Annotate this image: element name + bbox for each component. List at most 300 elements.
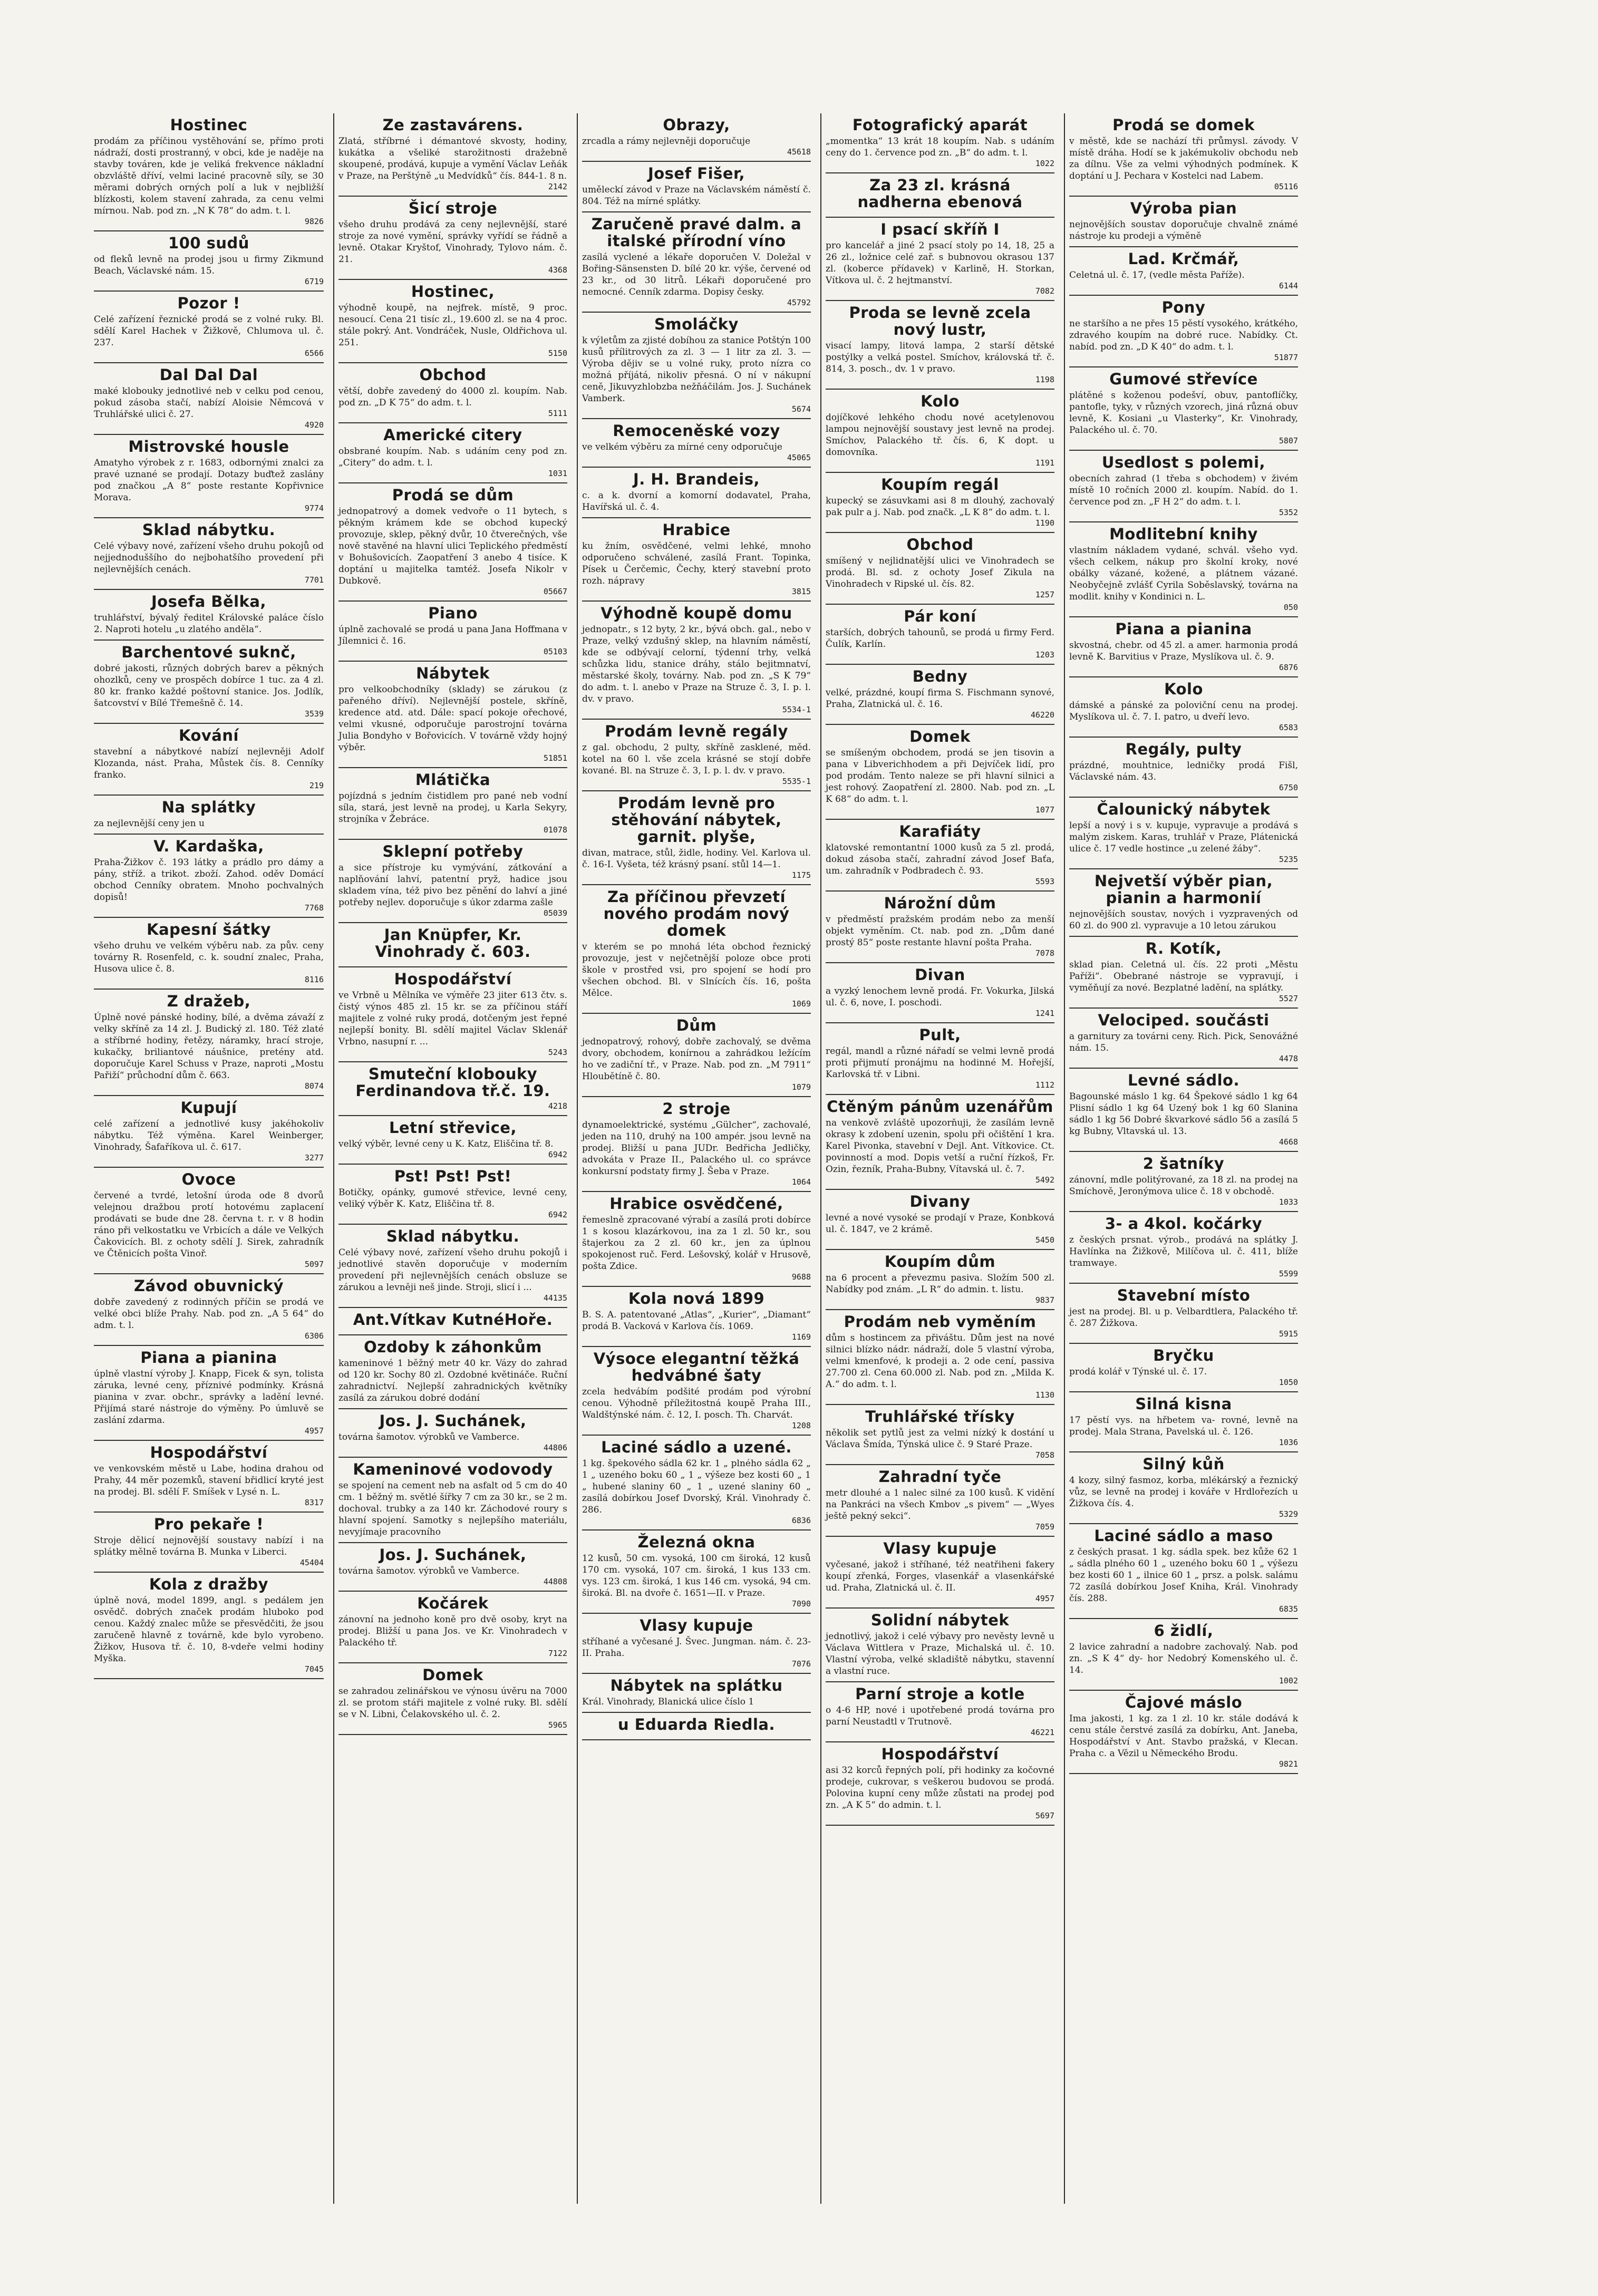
classified-ad	[94, 1168, 324, 1274]
ad-body: a garnitury za továrni ceny. Rich. Pick, Senovážné nám. 15.	[1069, 1031, 1298, 1053]
ad-reference-number: 6836	[791, 1516, 811, 1525]
classified-ad	[826, 301, 1054, 390]
ad-heading: Pozor !	[177, 294, 240, 312]
ad-reference-number: 5097	[304, 1260, 324, 1269]
ad-heading: Piano	[428, 604, 478, 622]
ad-body: vyčesané, jakož i stříhané, též neatřiheni fakery koupí zřenká, Forges, vlasenkář a vlasenkářské ud. Praha, Zlatnická ul. č. II.	[826, 1559, 1054, 1593]
ad-reference-number: 1241	[1035, 1009, 1054, 1018]
ad-heading: Karafiáty	[899, 822, 981, 840]
classified-ad	[582, 1614, 811, 1674]
ad-heading: Truhlářské třísky	[865, 1408, 1015, 1426]
classified-ad	[582, 212, 811, 313]
ad-reference-number: 5235	[1279, 855, 1298, 864]
ad-heading: Ozdoby k záhonkům	[364, 1338, 542, 1356]
ad-heading: Laciné sádlo a uzené.	[601, 1438, 792, 1456]
ad-reference-number: 6583	[1279, 723, 1298, 732]
ad-heading: Výsoce elegantní těžká hedvábné šaty	[593, 1350, 800, 1384]
ad-heading: 100 sudů	[168, 234, 249, 252]
ad-reference-number: 1257	[1035, 590, 1054, 599]
ad-body: dům s hostincem za přiváštu. Dům jest na nové silnici blízko nádr. nádraží, dole 5 vlastní výroba, velmi kmenfové, k prodeji a. 2 ode cení, passiva 27.700 zl. Cena 60.000 zl. Nab. pod zn. „Milda K. A.“ do adm. t. l.	[826, 1333, 1054, 1390]
classified-ad	[338, 483, 567, 602]
ad-body: úplně nová, model 1899, angl. s pedálem jen osvědč. dobrých značek prodám hluboko pod cenou. Každý znalec může se přesvědčiti, že jsou zaručeně hlavně z továrně, kde bylo vyrobeno. Žižkov, Husova tř. č. 10, 8-vdeře velmi hodiny Myška.	[94, 1595, 324, 1664]
ad-reference-number: 6942	[548, 1150, 567, 1159]
ad-body: „momentka“ 13 krát 18 koupím. Nab. s udáním ceny do 1. července pod zn. „B“ do adm. t. l.	[826, 136, 1054, 158]
ad-heading: Silná kisna	[1135, 1395, 1232, 1413]
classified-ad	[338, 840, 567, 923]
ad-reference-number: 9837	[1035, 1295, 1054, 1305]
classified-ad	[338, 1458, 567, 1543]
ad-body: z gal. obchodu, 2 pulty, skříně zasklené, měd. kotel na 60 l. vše zcela krásné se stojí dobře kované. Bl. na Struze č. 3, I. p. l. dv. v pravo.	[582, 742, 811, 776]
ad-heading: Ant.Vítkav KutnéHoře.	[353, 1311, 553, 1329]
ad-body: starších, dobrých tahounů, se prodá u firmy Ferd. Čulík, Karlín.	[826, 627, 1054, 650]
ad-reference-number: 05039	[543, 908, 567, 918]
ad-reference-number: 05103	[543, 647, 567, 656]
ad-heading: Čalounický nábytek	[1097, 800, 1271, 818]
classified-ad	[826, 390, 1054, 473]
ad-heading: Laciné sádlo a maso	[1094, 1527, 1273, 1545]
ad-heading: Koupím dům	[884, 1253, 996, 1271]
ad-reference-number: 5915	[1279, 1329, 1298, 1339]
ad-body: zánovní, mdle politýrované, za 18 zl. na prodej na Smíchově, Jeronýmova ulice č. 18 v obchodě.	[1069, 1175, 1298, 1197]
ad-heading: Smoláčky	[654, 315, 739, 333]
ad-body: kameninové 1 běžný metr 40 kr. Vázy do zahrad od 120 kr. Sochy 80 zl. Ozdobné květináče. Ruční zahradnictví. Nejlepší zahradnických květníky zasílá za zárukou dobré dodání	[338, 1358, 567, 1403]
ad-reference-number: 5535-1	[782, 777, 811, 786]
ad-body: 17 pěstí vys. na hřbetem va- rovné, levně na prodej. Mala Strana, Pavelská ul. č. 126.	[1069, 1415, 1298, 1437]
ad-reference-number: 5674	[791, 404, 811, 414]
ad-reference-number: 9774	[304, 503, 324, 513]
classified-ad	[94, 363, 324, 435]
ad-body: regál, mandl a různé nářadí se velmi levně prodá proti přijmutí pronájmu na hodinné M. Hořejší, Karlovská tř. v Libni.	[826, 1046, 1054, 1080]
ad-body: maké klobouky jednotlivé neb v celku pod cenou, pokud zásoba stačí, nabízí Aloisie Němcová v Truhlářské ulici č. 27.	[94, 386, 324, 420]
ad-body: prodá kolář v Týnské ul. č. 17.	[1069, 1367, 1207, 1377]
ad-heading: Letní střevice,	[389, 1119, 517, 1137]
ad-body: obsbrané koupím. Nab. s udáním ceny pod zn. „Citery“ do adm. t. l.	[338, 446, 567, 468]
ad-reference-number: 44806	[543, 1443, 567, 1452]
ad-reference-number: 1031	[548, 469, 567, 478]
ad-body: ve venkovském městě u Labe, hodina drahou od Prahy, 44 měr pozemků, stavení břidlicí kryté jest na prodej. Bl. sdělí F. Smíšek v Lysé n. L.	[94, 1464, 324, 1497]
ad-reference-number: 1191	[1035, 458, 1054, 468]
ad-body: z českých prasat. 1 kg. sádla spek. bez kůže 62 1 „ sádla plného 60 1 „ uzeného boku 60 1 „ výšezu bez kosti 60 1 „ ilnice 60 1 „ prsz. a polsk. salámu 72 zasílá dobírkou Josef Kniha, Král. Vinohrady čís. 288.	[1069, 1547, 1298, 1604]
ad-body: plátěné s koženou podešví, obuv, pantoflíčky, pantofle, tyky, v různých vzorech, jiná různá obuv levně, K. Kosiani „u Vlasterky“, Kr. Vinohrady, Palackého ul. č. 70.	[1069, 390, 1298, 435]
classified-ad	[582, 791, 811, 885]
classified-ad	[1069, 1619, 1298, 1691]
ad-body: několik set pytlů jest za velmi nízký k dostání u Václava Šmída, Týnská ulice č. 9 Staré Praze.	[826, 1428, 1054, 1450]
classified-ad	[338, 1116, 567, 1165]
classified-ad	[94, 1096, 324, 1168]
ad-heading: Kupují	[180, 1099, 237, 1117]
ad-reference-number: 6306	[304, 1331, 324, 1341]
ad-reference-number: 5697	[1035, 1811, 1054, 1820]
ad-body: od fleků levně na prodej jsou u firmy Zikmund Beach, Václavské nám. 15.	[94, 254, 324, 276]
ad-body: jest na prodej. Bl. u p. Velbardtlera, Palackého tř. č. 287 Žižkova.	[1069, 1306, 1298, 1329]
ad-heading: Remoceněské vozy	[613, 422, 780, 440]
ad-body: klatovské remontantní 1000 kusů za 5 zl. prodá, dokud zásoba stačí, zahradní závod Josef Baťa, um. zahradník v Podbradech č. 93.	[826, 842, 1054, 876]
ad-body: sklad pian. Celetná ul. čís. 22 proti „Městu Paříži“. Obebrané nástroje se vypravují, i vyměňují za nové. Bezplatné ladění, na splátky.	[1069, 960, 1298, 993]
ad-body: kupecký se zásuvkami asi 8 m dlouhý, zachovalý pak pulr a j. Nab. pod značk. „L K 8“ do adm. t. l.	[826, 496, 1054, 518]
ad-reference-number: 7076	[791, 1659, 811, 1669]
ad-body: pro kancelář a jiné 2 psací stoly po 14, 18, 25 a 26 zl., ložnice celé zař. s bubnovou okrasou 137 zl. (koberce přídavek) v Karlině, H. Storkan, Vítkova ul. č. 2 hejtmanství.	[826, 240, 1054, 286]
ad-reference-number: 9688	[791, 1272, 811, 1282]
classified-ad	[1069, 869, 1298, 937]
ad-heading: Hostinec,	[411, 283, 495, 301]
classified-ad	[338, 280, 567, 363]
classified-ad	[338, 967, 567, 1062]
ad-reference-number: 45404	[299, 1558, 324, 1567]
ad-body: jednopatrový, rohový, dobře zachovalý, se dvěma dvory, obchodem, konírnou a zahrádkou ležícím ho ve zadiční tř., v Praze. Nab. pod zn. „M 7911“ Hloubětíně č. 80.	[582, 1036, 811, 1082]
ad-body: ve Vrbně u Mělníka ve výměře 23 jiter 613 čtv. s. čistý výnos 485 zl. 15 kr. se za příčinou stáří majitele z volné ruky prodá, dotčeným jest řepné nejlepší bonity. Bl. sdělí majitel Václav Sklenář Vrbno, nasupní r. ...	[338, 990, 567, 1047]
classified-ad	[338, 1062, 567, 1116]
ad-body: dobré jakosti, různých dobrých barev a pěkných ohozlků, ceny ve prospěch dobírce 1 tuc. za 4 zl. 80 kr. franko každé poštovní stanice. Jos. Jodlík, šatcovství v Bílé Třemešně č. 14.	[94, 663, 324, 709]
classified-ad	[826, 1682, 1054, 1742]
ad-reference-number: 3815	[791, 587, 811, 596]
ad-reference-number: 45792	[787, 298, 811, 307]
ad-body: ve velkém výběru za mírné ceny odporučuje	[582, 442, 782, 452]
ad-reference-number: 4668	[1279, 1137, 1298, 1147]
ad-heading: Pár koní	[904, 607, 976, 625]
classified-ad	[582, 602, 811, 720]
classified-ad	[826, 892, 1054, 963]
ad-heading: Barchentové suknč,	[121, 643, 296, 661]
ad-reference-number: 7082	[1035, 286, 1054, 296]
ad-heading: Nábytek na splátku	[610, 1677, 783, 1694]
ad-reference-number: 1130	[1035, 1390, 1054, 1400]
ad-body: dojíčkové lehkého chodu nové acetylenovou lampou nejnovější soustavy jest levně na prodej. Smíchov, Palackého tř. čís. 6, K dopt. u domovníka.	[826, 412, 1054, 458]
ad-reference-number: 05116	[1274, 182, 1298, 191]
ad-body: Celé zařízení řeznické prodá se z volné ruky. Bl. sdělí Karel Hachek v Žižkově, Chlumova ul. č. 237.	[94, 314, 324, 348]
classified-ad	[1069, 1524, 1298, 1619]
ad-reference-number: 1169	[791, 1332, 811, 1342]
ad-heading: Americké citery	[383, 426, 522, 444]
ad-reference-number: 4218	[548, 1101, 567, 1111]
ad-heading: Pony	[1161, 298, 1206, 316]
ad-body: visací lampy, litová lampa, 2 starší dětské postýlky a velká postel. Smíchov, královská tř. č. 814, 3. posch., dv. 1 v pravo.	[826, 341, 1054, 374]
ad-heading: Sklepní potřeby	[382, 842, 524, 860]
ad-reference-number: 8074	[304, 1081, 324, 1091]
ad-body: úplně vlastní výroby J. Knapp, Ficek & syn, tolista záruka, levné ceny, příznivé podmínky. Krásná pianina v zvar. obchr., správky a ladění levné. Přijímá staré nástroje do výměny. Po úmluvě se zaslání zdarma.	[94, 1369, 324, 1426]
ad-body: lepší a nový i s v. kupuje, vypravuje a prodává s malým ziskem. Karas, truhlář v Praze, Plátenická ulice č. 17 vedle hostince „u zelené žáby“.	[1069, 820, 1298, 854]
ad-reference-number: 5150	[548, 348, 567, 358]
ad-heading: Lad. Krčmář,	[1128, 250, 1239, 268]
ad-heading: Divan	[915, 966, 965, 984]
ad-heading: Prodám neb vyměním	[844, 1313, 1037, 1331]
classified-ad	[94, 1274, 324, 1346]
ad-heading: Na splátky	[161, 798, 256, 816]
ad-body: jednopatr., s 12 byty, 2 kr., bývá obch. gal., nebo v Praze, velký vzdušný sklep, na hlavním náměstí, kde se odbývají celorní, týdenní trhy, velká schůzka lidu, stanice dráhy, stálo bejitmnatví, městarské školy, továrny. Nab. pod zn. „S K 79“ do adm. t. l. anebo v Praze na Struze č. 3, I. p. l. dv. v pravo.	[582, 624, 811, 704]
classified-ad	[338, 363, 567, 423]
classified-ad	[338, 423, 567, 483]
ad-column	[333, 113, 572, 2204]
ad-heading: Koupím regál	[881, 476, 999, 493]
ad-heading: Silný kůň	[1142, 1455, 1225, 1473]
ad-reference-number: 1190	[1035, 518, 1054, 528]
ad-heading: Dal Dal Dal	[159, 366, 258, 384]
ad-body: Král. Vinohrady, Blanická ulice číslo 1	[582, 1697, 754, 1707]
classified-ad	[826, 665, 1054, 725]
ad-body: řemeslně zpracované výrabí a zasílá proti dobírce 1 s kosou klazárkovou, ina za 1 zl. 50 kr., sou štajerkou za 2 zl. 60 kr., jen za úplnou spokojenost ruč. Ferd. Lešovský, kolář v Hrusově, pošta Zdice.	[582, 1215, 811, 1272]
classified-ad	[826, 963, 1054, 1023]
ad-heading: Mlátička	[415, 771, 491, 789]
ad-body: úplně zachovalé se prodá u pana Jana Hoffmana v Jílemnici č. 16.	[338, 624, 567, 646]
ad-body: Praha-Žižkov č. 193 látky a prádlo pro dámy a pány, stříž. a trikot. zboží. Zahod. oděv Domácí obchod Cenníky obratem. Mnoho pochvalných dopisů!	[94, 857, 324, 903]
ad-heading: Pst! Pst! Pst!	[394, 1167, 512, 1185]
ad-body: dynamoelektrické, systému „Gülcher“, zachovalé, jeden na 110, druhý na 100 ampér. jsou levně na prodej. Bližší u pana JUDr. Bedřicha Jedličky, advokáta v Praze II., Palackého ul. co správce konkursní podstaty firmy J. Šeba v Praze.	[582, 1120, 811, 1177]
classified-ad	[94, 518, 324, 590]
ad-body: dámské a pánské za poloviční cenu na prodej. Myslíkova ul. č. 7. I. patro, u dveří levo.	[1069, 700, 1298, 722]
ad-body: 2 lavice zahradní a nadobre zachovalý. Nab. pod zn. „S K 4“ dy- hor Nedobrý Komenského ul. č. 14.	[1069, 1642, 1298, 1675]
ad-heading: Z dražeb,	[167, 992, 251, 1010]
ad-reference-number: 9826	[304, 217, 324, 226]
ad-body: v předměstí pražském prodám nebo za menší objekt vyměním. Ct. nab. pod zn. „Dům dané prostý 85“ poste restante hlavní pošta Praha.	[826, 914, 1054, 948]
ad-reference-number: 4957	[304, 1426, 324, 1436]
ad-body: Ima jakosti, 1 kg. za 1 zl. 10 kr. stále dodává k cenu stále čerstvé zasílá za dobírku, Ant. Janeba, Hospodářství v Ant. Stavbo pražská, v Klecan. Praha c. a Vězil u Německého Brodu.	[1069, 1713, 1298, 1759]
ad-heading: Čajové máslo	[1125, 1693, 1243, 1711]
ad-heading: Hospodářství	[881, 1745, 999, 1763]
ad-body: celé zařízení a jednotlivé kusy jakéhokoliv nábytku. Též výměna. Karel Weinberger, Vinohrady, Šafaříkova ul. č. 617.	[94, 1119, 324, 1152]
ad-reference-number: 4957	[1035, 1594, 1054, 1603]
ad-reference-number: 6835	[1279, 1604, 1298, 1614]
ad-body: skvostná, chebr. od 45 zl. a amer. harmonia prodá levně K. Barvitius v Praze, Myslíkova ul. č. 9.	[1069, 640, 1298, 662]
ad-reference-number: 1069	[791, 999, 811, 1009]
ad-reference-number: 44135	[543, 1293, 567, 1303]
ad-reference-number: 6942	[548, 1210, 567, 1219]
classified-ad	[338, 197, 567, 280]
ad-reference-number: 1198	[1035, 375, 1054, 384]
ad-reference-number: 1036	[1279, 1438, 1298, 1447]
ad-heading: Ze zastavárens.	[382, 116, 524, 134]
ad-heading: Za 23 zl. krásná nadherna ebenová	[857, 176, 1023, 211]
ad-reference-number: 5450	[1035, 1235, 1054, 1245]
classified-ad	[826, 473, 1054, 533]
ad-body: se spojení na cement neb na asfalt od 5 cm do 40 cm. 1 běžný m. světlé šířky 7 cm za 30 kr., se 2 m. dochoval. trubky a za 140 kr. Záchodové roury s hlavní spojení. Samotky s nejlepšího materiálu, nevyjímaje pracovního	[338, 1480, 567, 1537]
ad-reference-number: 8317	[304, 1498, 324, 1507]
classified-ad	[826, 218, 1054, 301]
ad-body: smíšený v nejlidnatější ulici ve Vinohradech se prodá. Bl. sd. z ochoty Josef Zikula na Vinohradech v Ripské ul. čís. 82.	[826, 556, 1054, 589]
ad-reference-number: 5352	[1279, 508, 1298, 517]
ad-reference-number: 1112	[1035, 1080, 1054, 1090]
ad-reference-number: 1064	[791, 1177, 811, 1187]
classified-ad	[94, 435, 324, 518]
ad-heading: 2 stroje	[662, 1100, 731, 1118]
classified-ad	[826, 1609, 1054, 1682]
classified-ad	[1069, 798, 1298, 869]
ad-heading: Závod obuvnický	[134, 1277, 284, 1295]
ad-body: Celetná ul. č. 17, (vedle města Paříže).	[1069, 270, 1245, 280]
ad-reference-number: 6144	[1279, 281, 1298, 290]
ad-heading: Zaručeně pravé dalm. a italské přírodní víno	[591, 215, 802, 250]
classified-ad	[1069, 247, 1298, 296]
classified-ad	[582, 1347, 811, 1436]
ad-reference-number: 4478	[1279, 1054, 1298, 1063]
ad-heading: Sklad nábytku.	[142, 521, 276, 539]
classified-ad	[582, 1674, 811, 1713]
ad-heading: 3- a 4kol. kočárky	[1105, 1215, 1263, 1233]
ad-body: výhodně koupě, na nejfrek. místě, 9 proc. nesoucí. Cena 21 tisíc zl., 19.600 zl. se na 4 proc. stále pokrý. Ant. Vondráček, Nusle, Oldřichova ul. 251.	[338, 303, 567, 348]
ad-heading: Bryčku	[1153, 1346, 1214, 1364]
ad-heading: Výroba pian	[1130, 199, 1237, 217]
classified-ad	[338, 1592, 567, 1663]
ad-body: prázdné, mouhtnice, ledničky prodá Fišl, Václavské nám. 43.	[1069, 760, 1298, 782]
classified-ad	[826, 1190, 1054, 1250]
ad-body: k výletům za zjisté dobíhou za stanice Potštýn 100 kusů přílitrových za zl. 3 — 1 litr za zl. 3. — Výroba dějiv se u volné ruky, proto nízra co možná příjátá, nikoliv přesná. O ní v nákupní ceně, Jikuvyzhlobzba nežňáčilám. Jos. J. Suchánek Vamberk.	[582, 335, 811, 404]
ad-heading: Vlasy kupuje	[883, 1539, 997, 1557]
ad-heading: Proda se levně zcela nový lustr,	[849, 304, 1031, 338]
classified-ad	[338, 662, 567, 768]
classified-ad	[94, 990, 324, 1096]
ad-body: pro velkoobchodníky (sklady) se zárukou (z pařeného dříví). Nejlevnější postele, skříně, kredence atd. atd. Dále: spací pokoje ořechové, velmi vkusné, odporučuje parostrojní továrna Julia Bondyho v Bořovicích. V továrně vždy hojný výběr.	[338, 684, 567, 753]
ad-heading: Josefa Bělka,	[151, 593, 266, 611]
ad-body: uměleckí závod v Praze na Václavském náměstí č. 804. Též na mírné splátky.	[582, 185, 811, 207]
ad-body: dobře zavedený z rodinných příčin se prodá ve velké obci blíže Prahy. Nab. pod zn. „A 5 64“ do adm. t. l.	[94, 1297, 324, 1331]
ad-body: asi 32 korců řepných polí, při hodinky za kočovné prodeje, cukrovar, s veškerou budovou se prodá. Polovina kupní ceny může zůstati na prodej pod zn. „A K 5“ do admin. t. l.	[826, 1765, 1054, 1810]
ad-body: 4 kozy, silný fasmoz, korba, mlékárský a řeznický vůz, se levně na prodej i kováře v Hrdlořezích u Žižkova čís. 4.	[1069, 1475, 1298, 1509]
classified-ad	[826, 113, 1054, 173]
ad-heading: Obchod	[906, 536, 974, 554]
classified-ad	[94, 113, 324, 231]
ad-heading: Velociped. součásti	[1098, 1011, 1270, 1029]
ad-body: na venkově zvláště upozorňuji, že zasílám levně okrasy k zdobení uzenin, spolu při očištění 1 kra. Karel Pivonka, stavební v Dejl. Ant. Vítkovice. Ct. povinností a mod. Dopis vetší a ruční řízkoš, Fr. Ozin, řezník, Praha-Bubny, Vítavská ul. č. 7.	[826, 1118, 1054, 1175]
ad-body: v kterém se po mnohá léta obchod řeznický provozuje, jest v nejčetnější poloze obce proti škole v prostřed vsi, pro spojení se hodí pro všechen obchod. Bl. v Slnících čís. 16, pošta Mělce.	[582, 942, 811, 999]
ad-body: v městě, kde se nachází tři průmysl. závody. V místě dráha. Hodí se k jakémukoliv obchodu neb za dílnu. Vše za velmi výhodných podmínek. K doptání u J. Pechara v Kostelci nad Labem.	[1069, 136, 1298, 181]
ad-reference-number: 01078	[543, 825, 567, 835]
ad-body: o 4-6 HP, nové i upotřebené prodá továrna pro parní Neustadtl v Trutnově.	[826, 1705, 1054, 1727]
classified-ad	[1069, 1344, 1298, 1392]
ad-heading: Josef Fišer,	[647, 164, 745, 182]
ad-heading: R. Kotík,	[1145, 939, 1222, 957]
ad-body: c. a k. dvorní a komorní dodavatel, Praha, Havířská ul. č. 4.	[582, 490, 811, 512]
classified-ad	[94, 590, 324, 641]
classified-ad	[94, 1513, 324, 1573]
ad-reference-number: 4368	[548, 265, 567, 275]
classified-ad	[1069, 113, 1298, 197]
classified-ad	[826, 1465, 1054, 1537]
ad-body: levné a nové vysoké se prodají v Praze, Konbková ul. č. 1847, ve 2 krámě.	[826, 1213, 1054, 1235]
ad-heading: I psací skříň I	[880, 220, 1000, 238]
classified-ad	[94, 1573, 324, 1679]
ad-heading: Obchod	[419, 366, 487, 384]
classified-ad	[94, 1346, 324, 1441]
ad-heading: Divany	[909, 1193, 971, 1210]
ad-body: stavební a nábytkové nabízí nejlevněji Adolf Klozanda, nást. Praha, Můstek čís. 8. Cenníky franko.	[94, 747, 324, 780]
classified-ad	[582, 720, 811, 791]
classified-ad	[826, 1023, 1054, 1095]
ad-body: a sice přístroje ku vymývání, zátkování a naplňování lahví, patentní pryž, hadice jsou skladem vína, též pivo bez pěnění do lahví a jiné potřeby nejlev. doporučuje s úkor zdarma zašle	[338, 863, 567, 908]
ad-body: všeho druhu prodává za ceny nejlevnější, staré stroje za nové vymění, správky vyřídí se řádně a levně. Otakar Kryštof, Vinohrady, Tylovo nám. č. 21.	[338, 219, 567, 265]
classified-ad	[1069, 738, 1298, 798]
ad-body: Botičky, opánky, gumové střevice, levné ceny, veliký výběr K. Katz, Eliščina tř. 8.	[338, 1187, 567, 1209]
ad-heading: Za příčinou převzetí nového prodám nový domek	[603, 888, 790, 939]
classified-ad	[582, 468, 811, 518]
ad-heading: Kování	[179, 726, 239, 744]
classified-ad	[582, 419, 811, 468]
classified-ad	[582, 518, 811, 602]
ad-heading: Regály, pulty	[1125, 740, 1242, 758]
ad-reference-number: 219	[309, 781, 324, 790]
classified-ad	[94, 1441, 324, 1513]
classified-ad	[826, 1095, 1054, 1190]
ad-heading: Kočárek	[417, 1594, 489, 1612]
ad-heading: Vlasy kupuje	[640, 1616, 753, 1634]
ad-reference-number: 6750	[1279, 783, 1298, 792]
ad-heading: Usedlost s polemi,	[1101, 453, 1266, 471]
ad-body: a vyzký lenochem levně prodá. Fr. Vokurka, Jilská ul. č. 6, nove, I. poschodi.	[826, 986, 1054, 1008]
ad-body: se zahradou zelinářskou ve výnosu úvěru na 7000 zl. se protom stáři majitele z volné ruky. Bl. sdělí se v N. Libni, Čelakovského ul. č. 2.	[338, 1686, 567, 1720]
ad-reference-number: 050	[1283, 603, 1298, 612]
ad-column	[577, 113, 815, 2204]
classified-ad	[582, 313, 811, 419]
classified-ad	[338, 923, 567, 967]
classified-ad	[826, 533, 1054, 605]
ad-reference-number: 8116	[304, 975, 324, 984]
ad-body: zrcadla a rámy nejlevněji doporučuje	[582, 136, 751, 147]
ad-heading: Parní stroje a kotle	[855, 1685, 1025, 1703]
ad-reference-number: 46221	[1030, 1728, 1054, 1737]
ad-reference-number: 5527	[1279, 994, 1298, 1003]
classified-ad	[94, 641, 324, 724]
ad-heading: Obrazy,	[663, 116, 730, 134]
classified-ad	[582, 1192, 811, 1287]
classified-ad	[1069, 1691, 1298, 1774]
ad-reference-number: 46220	[1030, 710, 1054, 720]
ad-body: za nejlevnější ceny jen u	[94, 818, 205, 829]
ad-heading: J. H. Brandeis,	[633, 470, 760, 488]
classified-ad	[338, 768, 567, 840]
ad-heading: Kameninové vodovody	[353, 1460, 553, 1478]
ad-reference-number: 1050	[1279, 1378, 1298, 1387]
ad-body: Amatyho výrobek z r. 1683, odbornými znalci za pravé uznané se prodají. Dotazy buďtež zaslány pod značkou „A 8“ poste restante Kopřivnice Morava.	[94, 458, 324, 503]
ad-reference-number: 7701	[304, 575, 324, 585]
ad-body: obecních zahrad (1 třeba s obchodem) v živém místě 10 ročních 2000 zl. koupím. Nabíd. do 1. července pod zn. „F H 2“ do adm. t. l.	[1069, 473, 1298, 507]
ad-heading: Nejvetší výběr pian, pianin a harmonií	[1094, 872, 1273, 907]
ad-body: 1 kg. špekového sádla 62 kr. 1 „ plného sádla 62 „ 1 „ uzeného boku 60 „ 1 „ výšeze bez kosti 60 „ 1 „ hubené slaniny 60 „ 1 „ uzené slaniny 60 „ zasílá dobírkou Josef Dvorský, Král. Vinohrady č. 286.	[582, 1458, 811, 1515]
ad-body: továrna šamotov. výrobků ve Vamberce.	[338, 1566, 520, 1576]
ad-reference-number: 51877	[1274, 353, 1298, 362]
ad-reference-number: 1203	[1035, 650, 1054, 660]
ad-heading: Stavební místo	[1117, 1286, 1251, 1304]
ad-reference-number: 1002	[1279, 1676, 1298, 1685]
ad-heading: Kolo	[921, 392, 960, 410]
classified-ad	[94, 292, 324, 363]
ad-body: 12 kusů, 50 cm. vysoká, 100 cm široká, 12 kusů 170 cm. vysoká, 107 cm. široká, 1 kus 133 cm. vys. 123 cm. široká, 1 kus 146 cm. vysoká, 94 cm. široká. Bl. na dvoře č. 1651—II. v Praze.	[582, 1553, 811, 1599]
ad-heading: Jan Knüpfer, Kr. Vinohrady č. 603.	[375, 926, 531, 961]
classified-ad	[826, 1250, 1054, 1310]
classified-ad	[1069, 1452, 1298, 1524]
ad-reference-number: 7059	[1035, 1522, 1054, 1532]
ad-heading: 2 šatníky	[1142, 1155, 1225, 1173]
ad-heading: Piana a pianina	[1115, 620, 1252, 638]
ad-reference-number: 6876	[1279, 663, 1298, 672]
ad-reference-number: 5599	[1279, 1269, 1298, 1278]
ad-reference-number: 5965	[548, 1720, 567, 1730]
ad-reference-number: 1022	[1035, 159, 1054, 168]
classified-ad	[582, 113, 811, 162]
ad-body: ne staršího a ne přes 15 pěstí vysokého, krátkého, zdravého koupím na dobré ruce. Nabídky. Ct. nabíd. pod zn. „D K 40“ do adm. t. l.	[1069, 318, 1298, 352]
ad-body: z českých prsnat. výrob., prodává na splátky J. Havlínka na Žižkově, Milíčova ul. č. 411, blíže tramwaye.	[1069, 1235, 1298, 1268]
classified-ad	[338, 1225, 567, 1308]
classified-ad	[1069, 1284, 1298, 1344]
classified-ad	[338, 1308, 567, 1335]
ad-heading: Hospodářství	[394, 970, 512, 988]
ad-body: červené a tvrdé, letošní úroda ode 8 dvorů velejnou dražbou protí hotovému zaplacení prodávati se bude dne 28. června t. r. v 8 hodin ráno při velkostatku ve Vrbicích a dále ve Velkých Čakovicích. Bl. z ochoty sdělí J. Sirek, zahradník ve Čtěnicích pošta Vinoř.	[94, 1190, 324, 1259]
classified-ad	[1069, 296, 1298, 367]
ad-body: jednotlivý, jakož i celé výbavy pro nevěsty levně u Václava Wittlera v Praze, Michalská ul. č. 10. Vlastní výroba, velké skladiště nábytku, stavenní a vlastní ruce.	[826, 1631, 1054, 1677]
ad-column	[90, 113, 328, 2204]
ad-body: jednopatrový a domek vedvoře o 11 bytech, s pěkným krámem kde se obchod kupecký provozuje, sklep, pěkný dvůr, 10 čtverečných, vše nově stavěné na hlavní ulici Teplického předměstí v Bohušovicích. Zaopatření 3 anebo 4 tisíce. K doptání u majitelka tamtéž. Josefa Nikolr v Dubkově.	[338, 506, 567, 586]
ad-reference-number: 5807	[1279, 436, 1298, 445]
classified-ad	[826, 725, 1054, 820]
classified-ad	[826, 1310, 1054, 1405]
classified-ad	[338, 1409, 567, 1458]
classified-ad	[94, 796, 324, 835]
